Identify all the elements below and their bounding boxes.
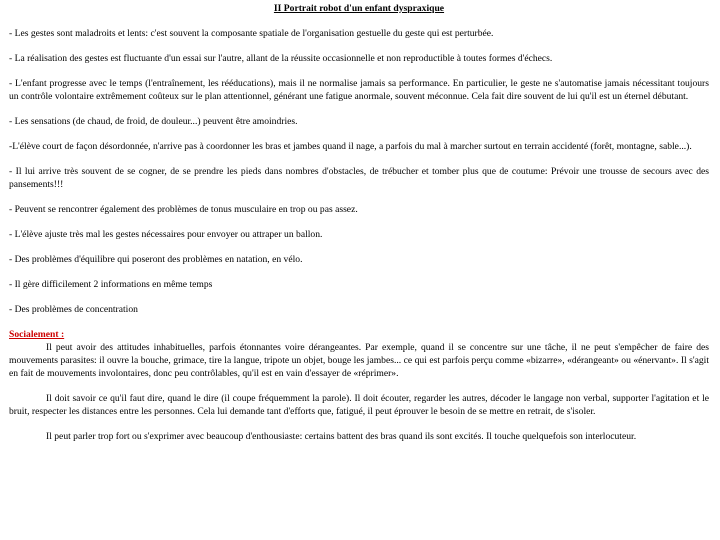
list-item: - Il gère difficilement 2 informations en même temps xyxy=(9,279,213,290)
paragraph: Il peut avoir des attitudes inhabituelles, parfois étonnantes voire dérangeantes. Par exemple, quand il se concentre sur une tâche, il ne peut s'empêcher de faire des mouvements parasites: il ouvre la bouche, grimace, tire la langue, tripote un objet, bouge les jambes... ce qui est parfois perçu comme «bizarre», «dérangeant» ou «énervant». Il s'agit en fait de mouvements involontaires, donc peu contrôlables, qu'il est en vain d'essayer de «réprimer». xyxy=(9,342,709,379)
list-item: - Peuvent se rencontrer également des problèmes de tonus musculaire en trop ou pas assez. xyxy=(9,204,358,215)
section-heading-social: Socialement : xyxy=(9,329,65,340)
bullet-list xyxy=(9,27,709,316)
paragraph: Il peut parler trop fort ou s'exprimer avec beaucoup d'enthousiaste: certains battent des bras quand ils sont excités. Il touche quelquefois son interlocuteur. xyxy=(46,431,637,442)
social-section xyxy=(9,328,709,443)
list-item: - L'enfant progresse avec le temps (l'entraînement, les rééducations), mais il ne normalise jamais sa performance. En particulier, le geste ne s'automatise jamais nécessitant toujours un contrôle volontaire extrêmement coûteux sur le plan attentionnel, générant une fatigue anormale, souvent méconnue. Cela fait dire souvent de lui qu'il est un éternel débutant. xyxy=(9,78,709,102)
page-title: II Portrait robot d'un enfant dyspraxique xyxy=(273,3,445,14)
list-item: - Les gestes sont maladroits et lents: c'est souvent la composante spatiale de l'organisation gestuelle du geste qui est perturbée. xyxy=(9,28,494,39)
paragraph: Il doit savoir ce qu'il faut dire, quand le dire (il coupe fréquemment la parole). Il doit écouter, regarder les autres, décoder le langage non verbal, supporter l'agitation et le bruit, respecter les distances entre les personnes. Cela lui demande tant d'efforts que, fatigué, il peut éprouver le besoin de se mettre en retrait, de s'isoler. xyxy=(9,393,709,417)
list-item: - Il lui arrive très souvent de se cogner, de se prendre les pieds dans nombres d'obstacles, de trébucher et tomber plus que de coutume: Prévoir une trousse de secours avec des pansements!!! xyxy=(9,166,709,190)
list-item: - Des problèmes d'équilibre qui poseront des problèmes en natation, en vélo. xyxy=(9,254,303,265)
list-item: - Des problèmes de concentration xyxy=(9,304,138,315)
list-item: - L'élève ajuste très mal les gestes nécessaires pour envoyer ou attraper un ballon. xyxy=(9,229,323,240)
list-item: - Les sensations (de chaud, de froid, de douleur...) peuvent être amoindries. xyxy=(9,116,298,127)
list-item: - La réalisation des gestes est fluctuante d'un essai sur l'autre, allant de la réussite occasionnelle et non reproductible à toutes formes d'échecs. xyxy=(9,53,553,64)
document-page xyxy=(9,2,709,455)
list-item: -L'élève court de façon désordonnée, n'arrive pas à coordonner les bras et jambes quand il nage, a parfois du mal à marcher surtout en terrain accidenté (forêt, montagne, sable...). xyxy=(9,141,692,152)
